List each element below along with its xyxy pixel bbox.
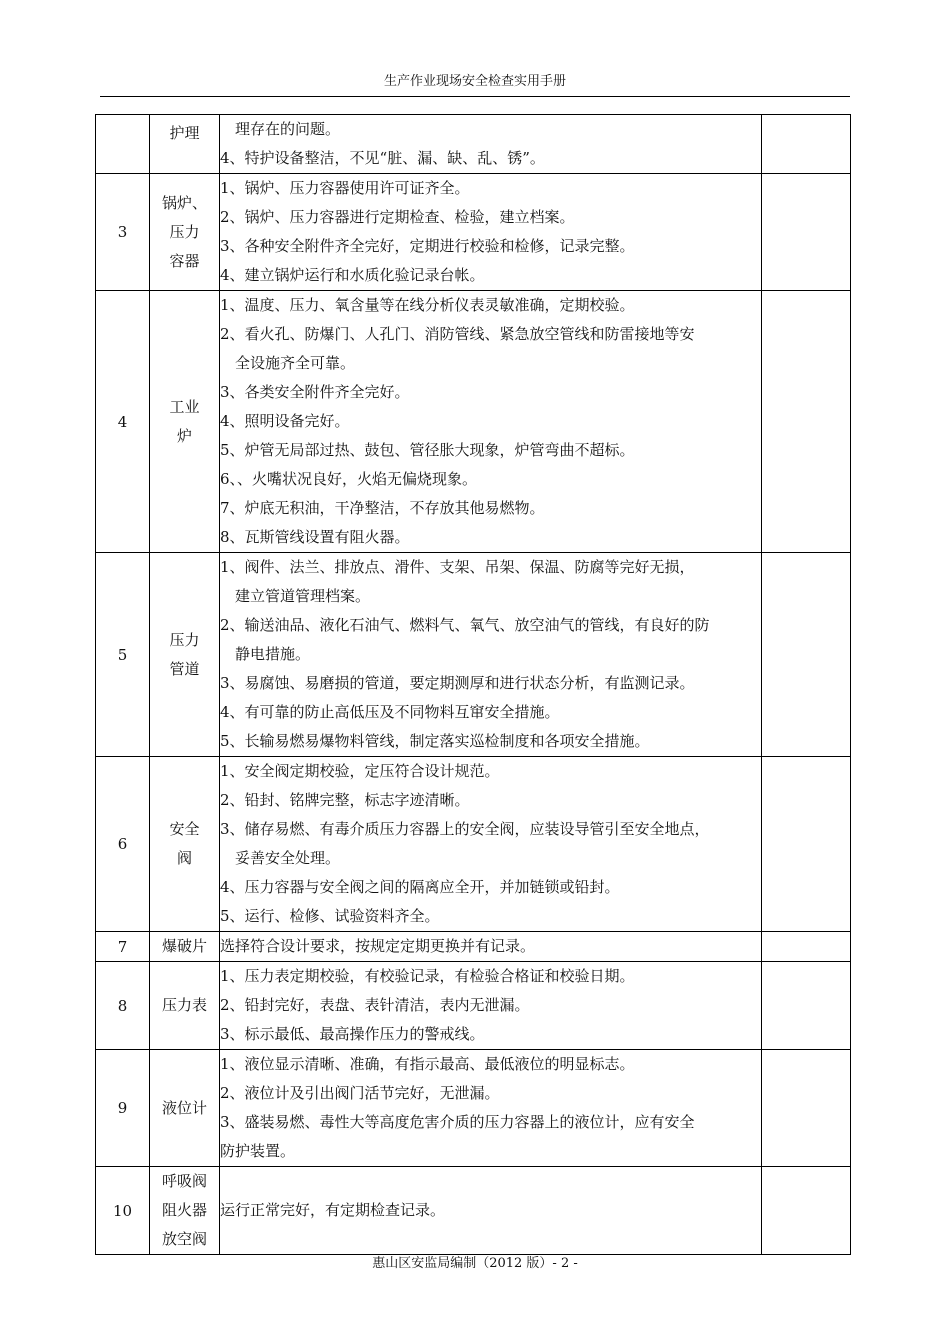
category-line: 放空阀 bbox=[161, 1230, 207, 1248]
content-line: 2、看火孔、防爆门、人孔门、消防管线、紧急放空管线和防雷接地等安 bbox=[220, 325, 695, 343]
content-line: 4、压力容器与安全阀之间的隔离应全开，并加链锁或铅封。 bbox=[220, 878, 620, 896]
inspection-content bbox=[220, 1050, 762, 1167]
item-category bbox=[150, 174, 220, 291]
check-result-cell[interactable] bbox=[762, 962, 851, 1050]
category-line: 压力 bbox=[169, 630, 200, 649]
table-row bbox=[96, 115, 851, 174]
item-category bbox=[150, 291, 220, 553]
table-row bbox=[96, 553, 851, 757]
check-result-cell[interactable] bbox=[762, 932, 851, 962]
item-number: 3 bbox=[96, 174, 150, 291]
check-result-cell[interactable] bbox=[762, 291, 851, 553]
item-number: 4 bbox=[96, 291, 150, 553]
category-line: 炉 bbox=[176, 426, 192, 445]
category-line: 阻火器 bbox=[161, 1201, 207, 1219]
item-number: 5 bbox=[96, 553, 150, 757]
inspection-content bbox=[220, 174, 762, 291]
content-line: 1、阀件、法兰、排放点、滑件、支架、吊架、保温、防腐等完好无损， bbox=[220, 558, 695, 576]
safety-checklist-table bbox=[95, 114, 851, 1255]
item-category bbox=[150, 1167, 220, 1255]
content-line: 3、盛装易燃、毒性大等高度危害介质的压力容器上的液位计，应有安全 bbox=[220, 1113, 695, 1131]
content-line: 2、液位计及引出阀门活节完好，无泄漏。 bbox=[220, 1084, 500, 1102]
content-line: 4、照明设备完好。 bbox=[220, 412, 350, 430]
category-line: 锅炉、 bbox=[161, 193, 207, 212]
content-line: 2、锅炉、压力容器进行定期检查、检验，建立档案。 bbox=[220, 208, 575, 226]
header-divider bbox=[100, 96, 850, 97]
content-line: 3、易腐蚀、易磨损的管道，要定期测厚和进行状态分析，有监测记录。 bbox=[220, 674, 695, 692]
content-line: 1、安全阀定期校验，定压符合设计规范。 bbox=[220, 762, 500, 780]
category-line: 液位计 bbox=[161, 1098, 207, 1117]
check-result-cell[interactable] bbox=[762, 553, 851, 757]
item-number: 8 bbox=[96, 962, 150, 1050]
content-line: 建立管道管理档案。 bbox=[235, 587, 371, 605]
category-line: 工业 bbox=[169, 397, 200, 416]
content-line: 静电措施。 bbox=[235, 645, 311, 663]
item-category bbox=[150, 962, 220, 1050]
content-line: 运行正常完好，有定期检查记录。 bbox=[220, 1201, 446, 1219]
table-row bbox=[96, 174, 851, 291]
table-row bbox=[96, 291, 851, 553]
content-line: 1、液位显示清晰、准确，有指示最高、最低液位的明显标志。 bbox=[220, 1055, 635, 1073]
item-number: 10 bbox=[96, 1167, 150, 1255]
content-line: 6、、火嘴状况良好，火焰无偏烧现象。 bbox=[220, 470, 478, 488]
table-row bbox=[96, 1050, 851, 1167]
content-line: 全设施齐全可靠。 bbox=[235, 354, 356, 372]
content-line: 2、铅封、铭牌完整，标志字迹清晰。 bbox=[220, 791, 470, 809]
check-result-cell[interactable] bbox=[762, 757, 851, 932]
check-result-cell[interactable] bbox=[762, 174, 851, 291]
content-line: 理存在的问题。 bbox=[235, 120, 341, 138]
inspection-content bbox=[220, 1167, 762, 1255]
category-line: 护理 bbox=[169, 124, 200, 142]
content-line: 5、运行、检修、试验资料齐全。 bbox=[220, 907, 440, 925]
content-line: 妥善安全处理。 bbox=[235, 849, 341, 867]
content-line: 3、标示最低、最高操作压力的警戒线。 bbox=[220, 1025, 485, 1043]
content-line: 1、锅炉、压力容器使用许可证齐全。 bbox=[220, 179, 470, 197]
content-line: 1、温度、压力、氧含量等在线分析仪表灵敏准确，定期校验。 bbox=[220, 296, 635, 314]
item-category bbox=[150, 553, 220, 757]
content-line: 8、瓦斯管线设置有阻火器。 bbox=[220, 528, 410, 546]
content-line: 4、有可靠的防止高低压及不同物料互窜安全措施。 bbox=[220, 703, 560, 721]
item-category bbox=[150, 932, 220, 962]
item-category bbox=[150, 115, 220, 174]
content-line: 7、炉底无积油，干净整洁，不存放其他易燃物。 bbox=[220, 499, 545, 517]
check-result-cell[interactable] bbox=[762, 115, 851, 174]
content-line: 4、建立锅炉运行和水质化验记录台帐。 bbox=[220, 266, 485, 284]
content-line: 5、长输易燃易爆物料管线，制定落实巡检制度和各项安全措施。 bbox=[220, 732, 650, 750]
item-number bbox=[96, 115, 150, 174]
category-line: 安全 bbox=[169, 820, 200, 838]
inspection-content bbox=[220, 291, 762, 553]
check-result-cell[interactable] bbox=[762, 1050, 851, 1167]
item-number: 7 bbox=[96, 932, 150, 962]
category-line: 呼吸阀 bbox=[161, 1172, 207, 1190]
content-line: 1、压力表定期校验，有校验记录，有检验合格证和校验日期。 bbox=[220, 967, 635, 985]
inspection-content bbox=[220, 115, 762, 174]
page-header: 生产作业现场安全检查实用手册 bbox=[383, 74, 566, 89]
content-line: 2、铅封完好，表盘、表针清洁，表内无泄漏。 bbox=[220, 996, 530, 1014]
category-line: 压力 bbox=[169, 222, 200, 241]
inspection-content bbox=[220, 757, 762, 932]
content-line: 3、各种安全附件齐全完好，定期进行校验和检修，记录完整。 bbox=[220, 237, 635, 255]
content-line: 5、炉管无局部过热、鼓包、管径胀大现象，炉管弯曲不超标。 bbox=[220, 441, 635, 459]
category-line: 管道 bbox=[169, 659, 200, 678]
category-line: 容器 bbox=[169, 251, 200, 270]
item-number: 9 bbox=[96, 1050, 150, 1167]
table-row bbox=[96, 1167, 851, 1255]
content-line: 4、特护设备整洁，不见“脏、漏、缺、乱、锈”。 bbox=[220, 149, 545, 167]
content-line: 防护装置。 bbox=[220, 1142, 296, 1160]
item-category bbox=[150, 757, 220, 932]
category-line: 压力表 bbox=[161, 996, 207, 1014]
page-footer: 惠山区安监局编制（2012 版）- 2 - bbox=[372, 1256, 578, 1271]
category-line: 爆破片 bbox=[161, 937, 207, 955]
table-row bbox=[96, 962, 851, 1050]
item-category bbox=[150, 1050, 220, 1167]
item-number: 6 bbox=[96, 757, 150, 932]
category-line: 阀 bbox=[176, 849, 192, 867]
content-line: 选择符合设计要求，按规定定期更换并有记录。 bbox=[220, 937, 536, 955]
content-line: 3、各类安全附件齐全完好。 bbox=[220, 383, 410, 401]
inspection-content bbox=[220, 553, 762, 757]
content-line: 2、输送油品、液化石油气、燃料气、氧气、放空油气的管线，有良好的防 bbox=[220, 616, 710, 634]
inspection-content bbox=[220, 962, 762, 1050]
table-row bbox=[96, 932, 851, 962]
inspection-content bbox=[220, 932, 762, 962]
check-result-cell[interactable] bbox=[762, 1167, 851, 1255]
content-line: 3、储存易燃、有毒介质压力容器上的安全阀，应装设导管引至安全地点， bbox=[220, 820, 710, 838]
table-row bbox=[96, 757, 851, 932]
